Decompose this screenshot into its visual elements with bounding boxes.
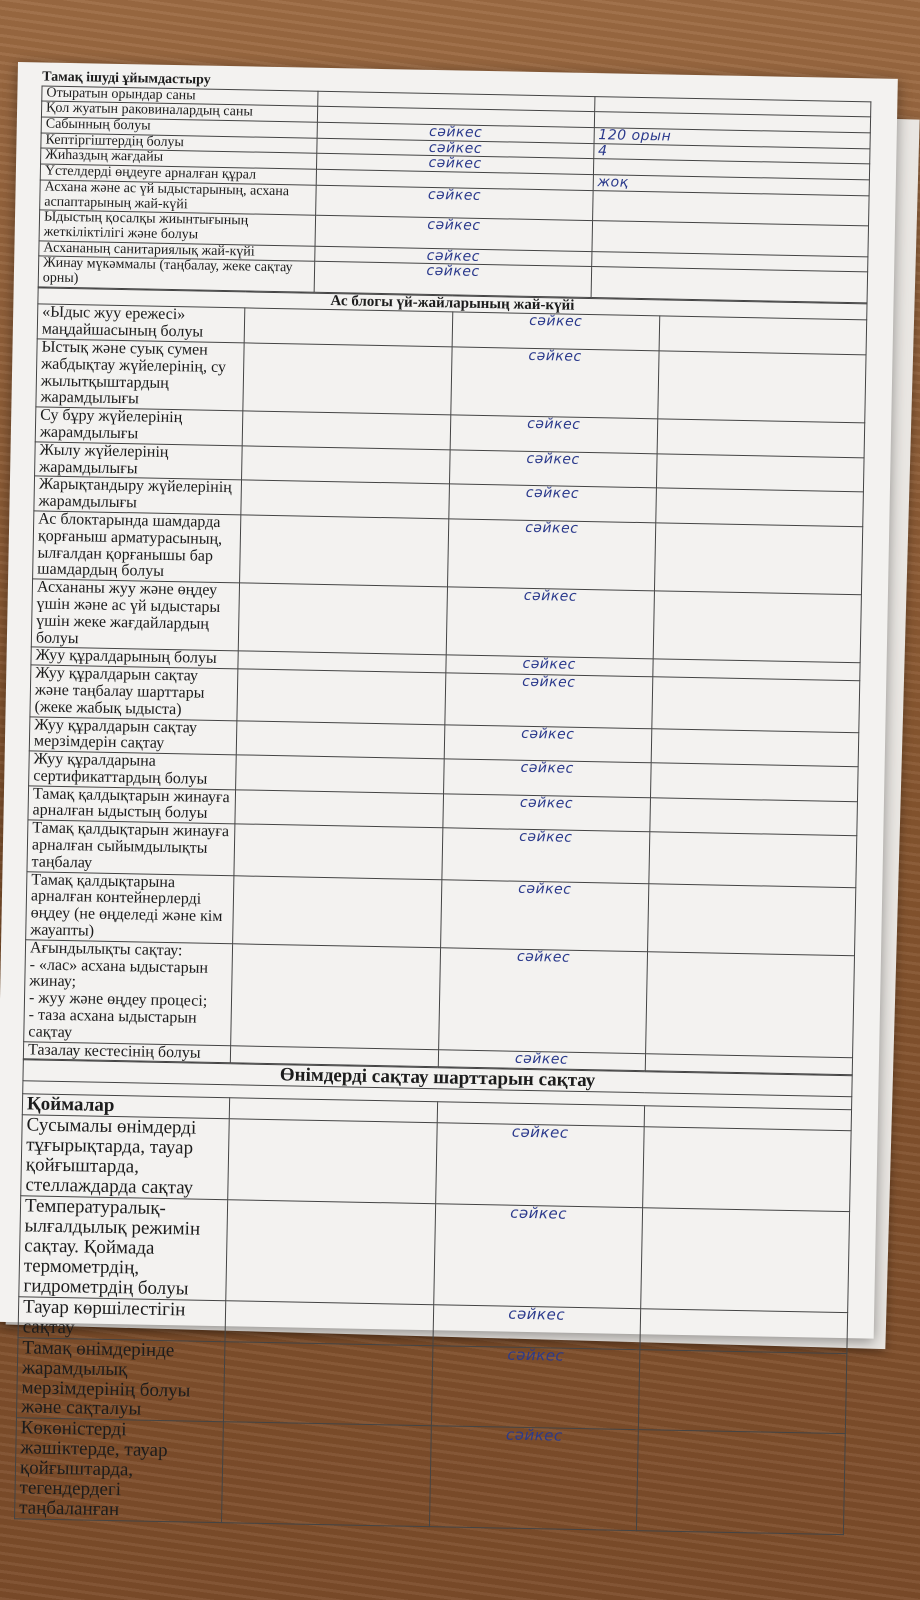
checklist-question: Жинау мүкәммалы (таңбалау, жеке сақтау орны) bbox=[38, 256, 315, 292]
checklist-question: Ағындылықты сақтау: - «лас» асхана ыдыстарын жинау; - жуу және өңдеу процесі; - таза асхана ыдыстарын сақтау bbox=[24, 940, 233, 1046]
handwritten-note: 4 bbox=[593, 143, 870, 164]
section2-title: Ас блогы үй-жайларының жай-күйі bbox=[38, 288, 867, 321]
status-mark: сәйкес bbox=[438, 948, 647, 1054]
table-row bbox=[19, 1196, 850, 1313]
status-mark: сәйкес bbox=[449, 450, 657, 489]
status-mark: сәйкес bbox=[315, 215, 592, 251]
status-mark: сәйкес bbox=[317, 122, 594, 143]
status-mark: сәйкес bbox=[447, 519, 656, 591]
checklist-question: Асхана және ас үй ыдыстарының, асхана аспаптарының жай-күйі bbox=[40, 180, 317, 216]
status-mark: сәйкес bbox=[443, 759, 651, 798]
checklist-question: Кептіргіштердің болуы bbox=[41, 133, 318, 154]
status-mark: сәйкес bbox=[432, 1304, 640, 1349]
checklist-question: Жуу құралдарын сақтау мерзімдерін сақтау bbox=[29, 716, 237, 755]
checklist-question: Ас блоктарында шамдарда қорғаныш арматурасының, ылғалдан қорғанышы бар шамдардың болуы bbox=[33, 511, 242, 583]
checklist-question: Тамақ өнімдерінде жарамдылық мерзімдерінің болуы және сақталуы bbox=[16, 1337, 225, 1422]
checklist-question: «Ыдыс жуу ережесі» маңдайшасының болуы bbox=[37, 304, 245, 343]
section1-table bbox=[38, 70, 872, 303]
checklist-question: Жуу құралдарының болуы bbox=[31, 647, 239, 669]
status-mark: сәйкес bbox=[438, 1049, 646, 1071]
status-mark: сәйкес bbox=[445, 655, 653, 677]
status-mark: сәйкес bbox=[431, 1345, 640, 1430]
checklist-question: Жуу құралдарын сақтау және таңбалау шарттары (жеке жабық ыдыста) bbox=[30, 665, 238, 720]
checklist-question: Үстелдерді өңдеуге арналған құрал bbox=[40, 164, 317, 185]
checklist-question: Отыратын орындар саны bbox=[42, 86, 319, 107]
handwritten-note: 120 орын bbox=[594, 128, 871, 149]
status-mark: сәйкес bbox=[433, 1204, 642, 1309]
checklist-question: Сусымалы өнімдерді тұғырықтарда, тауар қойғыштарда, стеллаждарда сақтау bbox=[21, 1115, 230, 1200]
checklist-question: Тауар көршілестігін сақтау bbox=[18, 1296, 226, 1341]
table-row bbox=[16, 1337, 846, 1434]
status-mark: сәйкес bbox=[450, 347, 659, 419]
status-mark: сәйкес bbox=[314, 261, 591, 297]
status-mark: сәйкес bbox=[316, 185, 593, 221]
checklist-question: Ыдыстың қосалқы жиынтығының жеткіліктілігі және болуы bbox=[39, 210, 316, 246]
section2-table bbox=[23, 287, 868, 1076]
status-mark: сәйкес bbox=[448, 484, 656, 523]
checklist-question: Қол жуатын раковиналардың саны bbox=[41, 101, 318, 122]
status-mark: сәйкес bbox=[444, 724, 652, 763]
status-mark: сәйкес bbox=[315, 246, 592, 267]
checklist-question: Жылу жүйелерінің жарамдылығы bbox=[35, 442, 243, 481]
checklist-question: Асхананың санитариялық жай-күйі bbox=[39, 241, 316, 262]
checklist-sheet bbox=[14, 70, 872, 1535]
status-mark: сәйкес bbox=[452, 312, 660, 351]
checklist-question: Тамақ қалдықтарына арналған контейнерлерді өңдеу (не өңделеді және кім жауапты) bbox=[26, 871, 235, 943]
status-mark: сәйкес bbox=[450, 415, 658, 454]
checklist-question: Көкөністерді жәшіктерде, тауар қойғыштарда, тегендердегі таңбаланған bbox=[15, 1418, 224, 1523]
checklist-question: Жиһаздың жағдайы bbox=[41, 148, 318, 169]
checklist-question: Асхананы жуу және өңдеу үшін және ас үй ыдыстары үшін жеке жағдайлардың болуы bbox=[31, 579, 240, 651]
page-title: Тамақ ішуді ұйымдастыру bbox=[42, 69, 211, 88]
section3-subtitle: Қоймалар bbox=[22, 1094, 230, 1119]
status-mark: сәйкес bbox=[446, 587, 655, 659]
checklist-question: Тамақ қалдықтарын жинауға арналған ыдыстың болуы bbox=[28, 786, 236, 825]
status-mark: сәйкес bbox=[441, 828, 649, 883]
status-mark: сәйкес bbox=[435, 1123, 644, 1208]
handwritten-note: жоқ bbox=[593, 175, 870, 196]
status-mark: сәйкес bbox=[429, 1426, 638, 1531]
checklist-question: Жуу құралдарына сертификаттардың болуы bbox=[29, 751, 237, 790]
section3-table bbox=[14, 1060, 853, 1535]
table-row bbox=[24, 940, 855, 1058]
checklist-question: Сабынның болуы bbox=[41, 117, 318, 138]
checklist-question: Тазалау кестесінің болуы bbox=[23, 1041, 231, 1063]
status-mark: сәйкес bbox=[317, 138, 594, 159]
checklist-page bbox=[0, 62, 898, 1521]
checklist-question: Жарықтандыру жүйелерінің жарамдылығы bbox=[34, 476, 242, 515]
table-row bbox=[15, 1418, 846, 1535]
checklist-question: Температуралық-ылғалдылық режимін сақтау. Қоймада термометрдің, гидрометрдің болуы bbox=[19, 1196, 228, 1301]
status-mark: сәйкес bbox=[444, 673, 652, 728]
checklist-question: Ыстық және суық сумен жабдықтау жүйелерінің, су жылытқыштардың жарамдылығы bbox=[36, 339, 245, 411]
checklist-question: Су бұру жүйелерінің жарамдылығы bbox=[35, 407, 243, 446]
section3-title: Өнімдерді сақтау шарттарын сақтау bbox=[23, 1060, 852, 1097]
status-mark: сәйкес bbox=[442, 793, 650, 832]
checklist-question: Тамақ қалдықтарын жинауға арналған сыйымдылықты таңбалау bbox=[27, 820, 235, 875]
status-mark: сәйкес bbox=[317, 154, 594, 175]
handwritten-note bbox=[591, 267, 868, 303]
status-mark: сәйкес bbox=[440, 879, 649, 951]
